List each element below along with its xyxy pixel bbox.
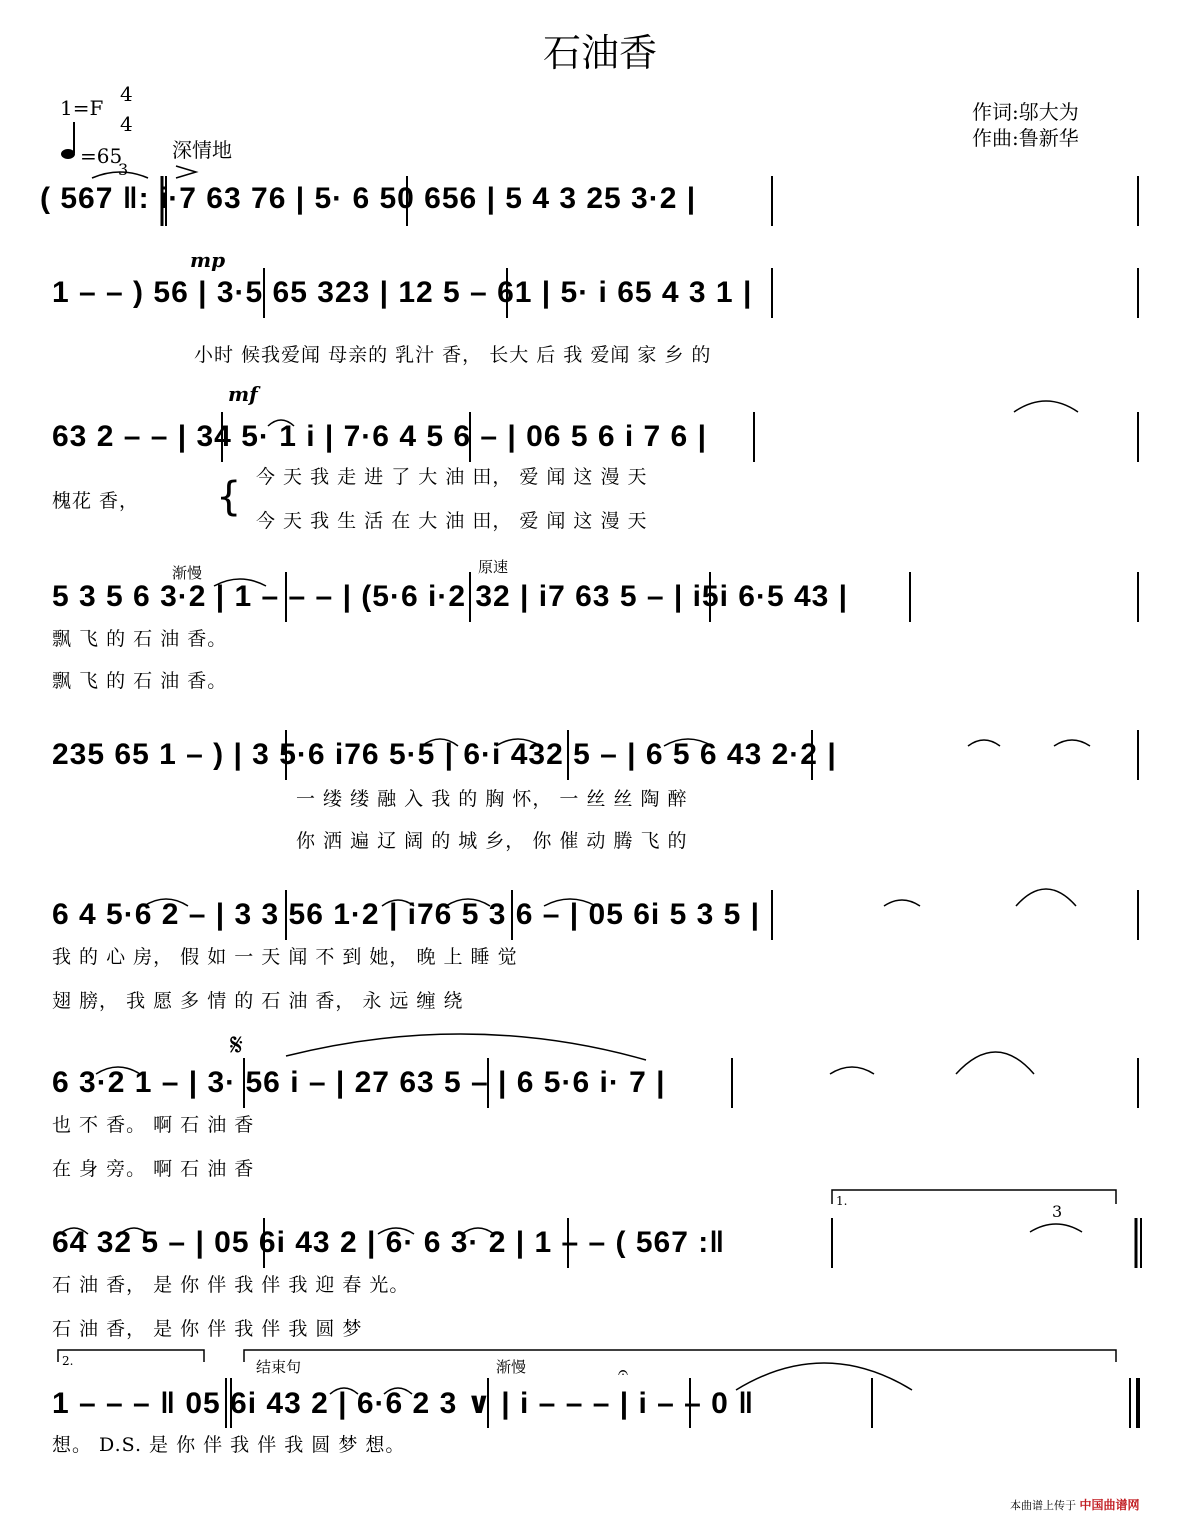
- lyric-line: 飘 飞 的 石 油 香。: [52, 670, 228, 692]
- time-signature-bottom: 4: [120, 112, 133, 136]
- lyric-line: 飘 飞 的 石 油 香。: [52, 628, 228, 650]
- expression-marking: 深情地: [172, 138, 232, 162]
- music-line: 6 3·2 1 – | 3· 56 i – | 27 63 5 – | 6 5·6 i· 7 |: [52, 1066, 666, 1099]
- ritardando-marking-2: 渐慢: [496, 1358, 527, 1376]
- lyric-line: 石 油 香， 是 你 伴 我 伴 我 圆 梦: [52, 1318, 363, 1340]
- lyric-line: 在 身 旁。 啊 石 油 香: [52, 1158, 255, 1180]
- ritardando-marking: 渐慢: [172, 564, 203, 582]
- lyric-line: 我 的 心 房， 假 如 一 天 闻 不 到 她， 晚 上 睡 觉: [52, 946, 518, 968]
- score-title: 石油香: [542, 31, 657, 75]
- lyric-line: 小时 候我爱闻 母亲的 乳汁 香， 长大 后 我 爱闻 家 乡 的: [194, 344, 712, 366]
- lyric-line: 也 不 香。 啊 石 油 香: [52, 1114, 255, 1136]
- lyricist-credit: 作词:邬大为: [972, 100, 1079, 124]
- music-line: 1 – – ) 56 | 3·5 65 323 | 12 5 – 61 | 5· i 65 4 3 1 |: [52, 276, 753, 309]
- music-line: 5 3 5 6 3·2 | 1 – – – | (5·6 i·2 32 | i7 63 5 – | i5i 6·5 43 |: [52, 580, 849, 613]
- footer-attribution: [1010, 1496, 1140, 1513]
- music-line: 1 – – – ‖ 05 6i 43 2 | 6·6 2 3 ∨ | i – – – | i – – 0 ‖: [52, 1387, 755, 1420]
- music-line: ( 567 ‖: i·7 63 76 | 5· 6 50 656 | 5 4 3 25 3·2 |: [40, 182, 697, 215]
- key-signature: 1=F: [60, 96, 104, 120]
- dynamic-mp: mp: [190, 248, 226, 272]
- lyric-line: 翅 膀， 我 愿 多 情 的 石 油 香， 永 远 缠 绕: [52, 990, 464, 1012]
- triplet-mark: 3: [1052, 1202, 1063, 1221]
- lyric-line: 你 洒 遍 辽 阔 的 城 乡， 你 催 动 腾 飞 的: [296, 830, 688, 852]
- tempo-marking: =65: [80, 144, 123, 168]
- triplet-mark: 3: [118, 160, 129, 179]
- segno-icon: 𝄋: [230, 1028, 243, 1063]
- time-signature-top: 4: [120, 82, 133, 106]
- volta-1-label: 1.: [836, 1194, 848, 1208]
- volta-2-label: 2.: [62, 1354, 74, 1368]
- music-line: 64 32 5 – | 05 6i 43 2 | 6· 6 3· 2 | 1 – – ( 567 :‖: [52, 1226, 726, 1259]
- lyric-line: 今 天 我 走 进 了 大 油 田， 爱 闻 这 漫 天: [256, 466, 648, 488]
- music-line: 63 2 – – | 34 5· 1 i | 7·6 4 5 6 – | 06 5 6 i 7 6 |: [52, 420, 707, 453]
- fermata-icon: 𝄐: [618, 1362, 629, 1383]
- dynamic-mf: mf: [228, 382, 258, 406]
- verse-brace: {: [216, 474, 242, 520]
- lyric-line: 石 油 香， 是 你 伴 我 伴 我 迎 春 光。: [52, 1274, 410, 1296]
- composer-credit: 作曲:鲁新华: [972, 126, 1079, 150]
- lyric-line: 想。 D.S. 是 你 伴 我 伴 我 圆 梦 想。: [52, 1434, 406, 1456]
- footer-text: 本曲谱上传于: [1010, 1499, 1076, 1512]
- ending-phrase-marking: 结束句: [256, 1358, 302, 1376]
- lyric-line: 今 天 我 生 活 在 大 油 田， 爱 闻 这 漫 天: [256, 510, 648, 532]
- music-line: 6 4 5·6 2 – | 3 3 56 1·2 | i76 5 3 6 – | 05 6i 5 3 5 |: [52, 898, 761, 931]
- lyric-line: 一 缕 缕 融 入 我 的 胸 怀， 一 丝 丝 陶 醉: [296, 788, 688, 810]
- a-tempo-marking: 原速: [478, 558, 509, 576]
- lyric-line: 槐花 香，: [52, 490, 140, 512]
- site-logo: 中国曲谱网: [1079, 1498, 1140, 1512]
- music-line: 235 65 1 – ) | 3 5·6 i76 5·5 | 6·i 432 5 – | 6 5 6 43 2·2 |: [52, 738, 837, 771]
